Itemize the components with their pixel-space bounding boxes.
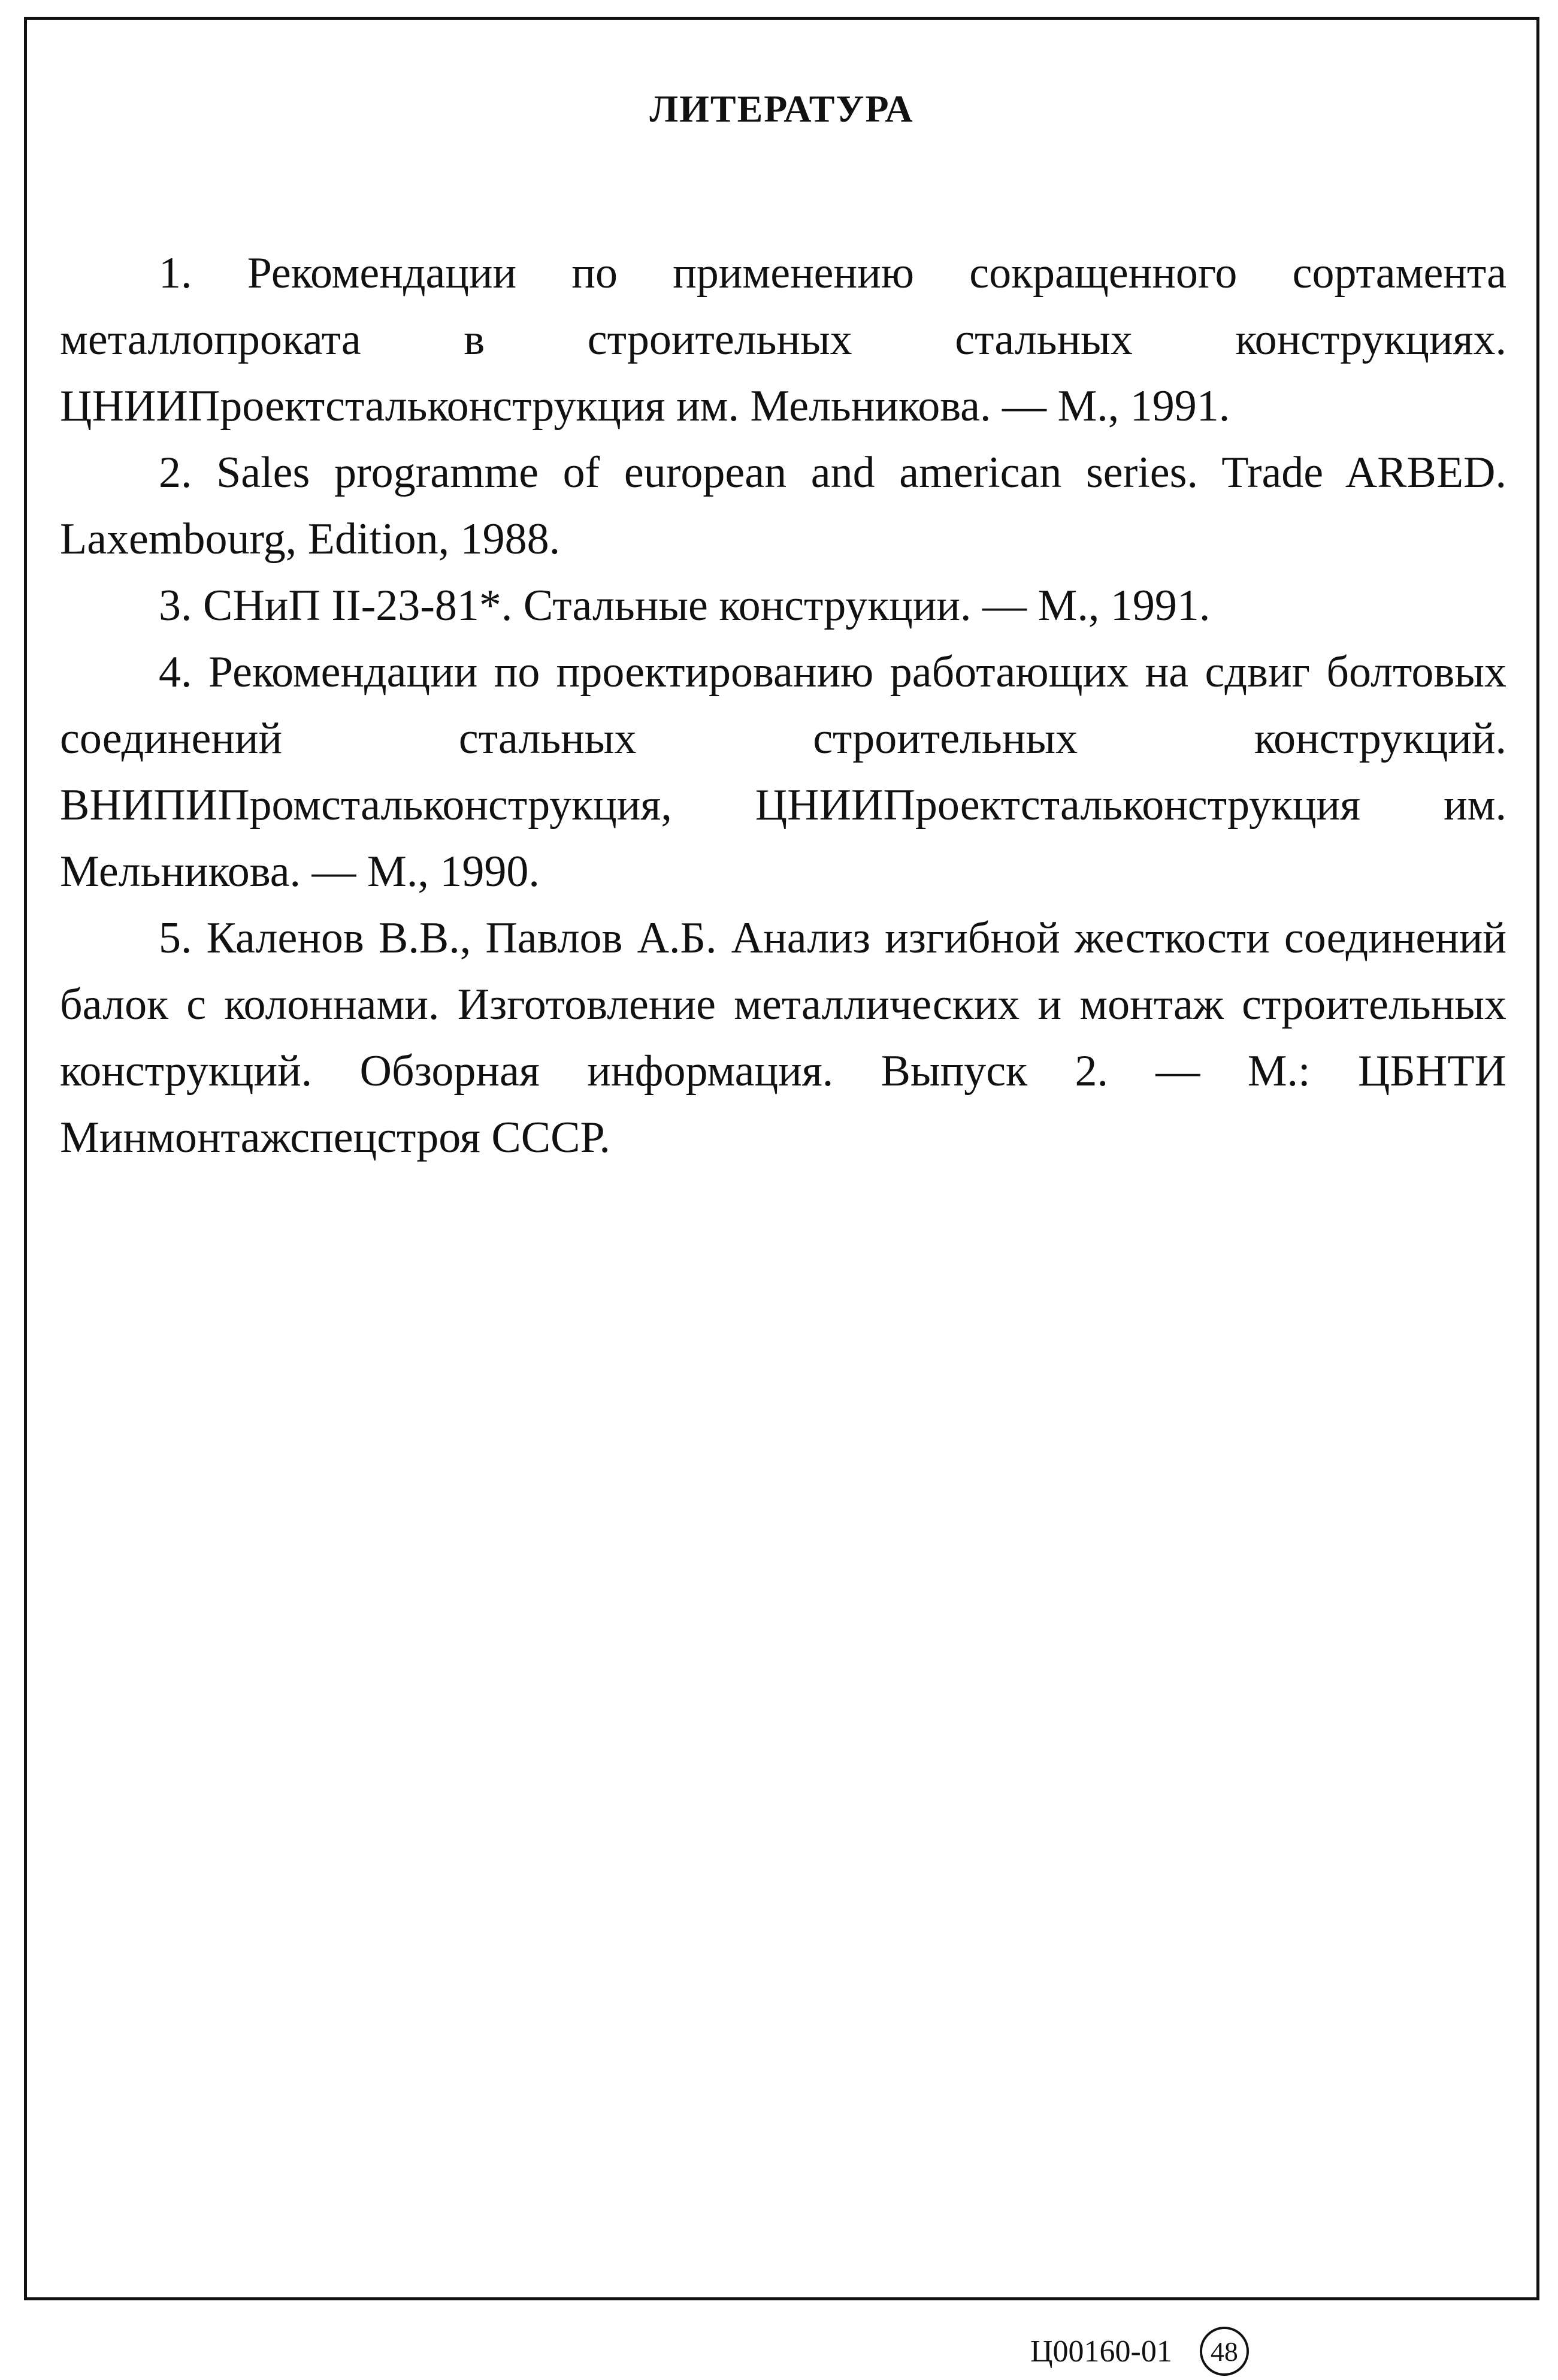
reference-item: 3. СНиП II-23-81*. Стальные конструкции. — М., 1991.: [159, 581, 1211, 630]
page-footer: [1030, 2324, 1249, 2378]
document-code: Ц00160-01: [1030, 2334, 1172, 2369]
page-frame: [24, 17, 1539, 2300]
reference-item: 1. Рекомендации по применению сокращенного сортамента металлопроката в строительных стальных конструкциях. ЦНИИПроектстальконструкция им. Мельникова. — М., 1991.: [60, 249, 1506, 431]
page-number-badge: 48: [1200, 2327, 1249, 2376]
page-title: ЛИТЕРАТУРА: [649, 87, 914, 130]
reference-item: 5. Каленов В.В., Павлов А.Б. Анализ изгибной жесткости соединений балок с колоннами. Изготовление металлических и монтаж строительных конструкций. Обзорная информация. Выпуск 2. — М.: ЦБНТИ Минмонтажспецстроя СССР.: [60, 914, 1506, 1162]
reference-list: [60, 240, 1506, 1171]
reference-item: 4. Рекомендации по проектированию работающих на сдвиг болтовых соединений стальных строительных конструкций. ВНИПИПромстальконструкция, ЦНИИПроектстальконструкция им. Мельникова. — М., 1990.: [60, 648, 1506, 896]
reference-item: 2. Sales programme of european and american series. Trade ARBED. Laxembourg, Edition, 1988.: [60, 448, 1506, 564]
